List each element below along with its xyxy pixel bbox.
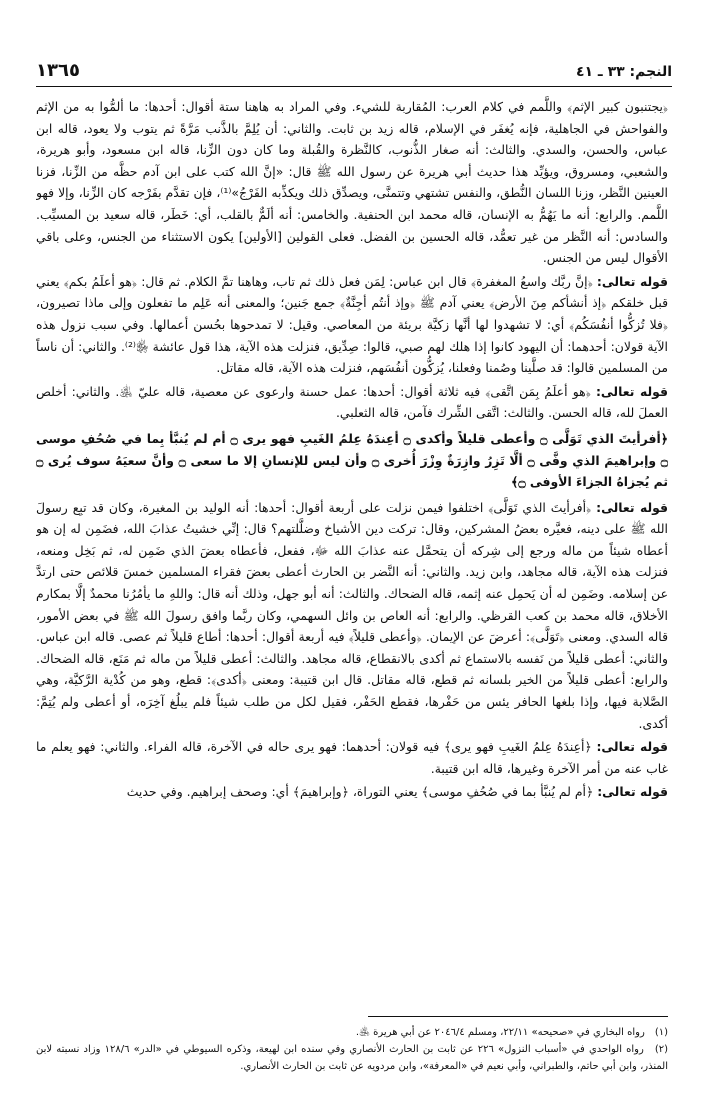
paragraph-lead: قوله تعالى: (596, 739, 668, 755)
page-number: ١٣٦٥ (36, 60, 80, 81)
paragraph-text: ﴿أعِندَهُ عِلمُ الغَيبِ فهو يرى﴾ فيه قولان: أحدهما: فهو يرى حاله في الآخرة، قاله الفراء. والثاني: فهو يعلم ما غاب عنه من أمر الآخرة وغيرها، قاله ابن قتيبة. (36, 739, 668, 776)
paragraph-text: ﴿إنَّ ربَّك واسعُ المغفرة﴾ قال ابن عباس: لِمَن فعل ذلك ثم تاب، وهاهنا تمَّ الكلام. ثم قال: ﴿هو أعلَمُ بكم﴾ يعني قبل خلقكم ﴿إذ أنشأكم مِنَ الأرض﴾ يعني آدم ﷺ ﴿وإذ أنتُم أجِنَّةٌ﴾ جمع جَنين؛ والمعنى أنه عَلِم ما تفعلون وإلى ماذا تصيرون، ﴿فلا تُزكُّوا أنفُسَكُم﴾ أي: لا تشهدوا لها أنَّها زكيَّة بريئة من المعاصي. وقيل: لا تمدحوها بحُسن أعمالها. وفي سبب نزول هذه الآية قولان: أحدهما: أن اليهود كانوا إذا هلك لهم صبي، قالوا: صِدِّيق، فنزلت هذه الآية، هذا قول عائشة ﵂⁽²⁾. والثاني: أن ناساً من المسلمين قالوا: قد صلَّينا وصُمنا وفعلنا، يُزكُّون أنفُسَهم، فنزلت هذه الآية، قاله مقاتل. (36, 273, 668, 376)
footnotes (36, 1024, 668, 1075)
paragraph (36, 271, 668, 379)
footnote-rule (368, 1016, 668, 1017)
running-header (36, 58, 672, 88)
paragraph-lead: قوله تعالى: (596, 273, 668, 289)
surah-title: النجم: ٣٣ ـ ٤١ (575, 64, 672, 80)
main-text (36, 96, 668, 1012)
paragraph-text: ﴿أم لم يُنبَّأ بما في صُحُفِ موسى﴾ يعني التوراة، ﴿وإبراهيمَ﴾ أي: وصحف إبراهيم. وفي حديث (126, 784, 594, 800)
quran-verses: ﴿أفرأيتَ الذي تَوَلَّى ۝ وأعطى قليلاً وأكدى ۝ أعِندَهُ عِلمُ الغَيبِ فهو يرى ۝ أم لم يُنبَّأ بِما في صُحُفِ موسى ۝ وإبراهيمَ الذي وفَّى ۝ ألَّا تَزِرُ وازِرَةٌ وِزْرَ أُخرى ۝ وأن ليس للإنسانِ إلا ما سعى ۝ وأنَّ سعيَهُ سوف يُرى ۝ ثم يُجزاهُ الجزاءَ الأوفى ۝﴾ (36, 430, 668, 490)
paragraph (36, 381, 668, 424)
paragraph (36, 497, 668, 735)
paragraph-lead: قوله تعالى: (595, 383, 668, 399)
paragraph-text: ﴿هو أعلَمُ بِمَن اتَّقى﴾ فيه ثلاثة أقوال: أحدها: عمل حسنة وارعوى عن معصية، قاله عليّ ﵁. والثاني: أخلص العملَ لله، قاله الحسن. والثالث: اتَّقى الشِّرك فآمن، قاله الثعلبي. (36, 383, 668, 421)
footnote-text: رواه الواحدي في «أسباب النزول» ٢٢٦ عن ثابت بن الحارث الأنصاري وفي سنده ابن لهيعة، وذكره السيوطي في «الدر» ١٢٨/٦ وزاد نسبته لابن المنذر، وابن أبي حاتم، والطبراني، وأبي نعيم في «المعرفة»، وابن مردويه عن ثابت بن الحارث الأنصاري. (36, 1044, 668, 1072)
paragraph-lead: قوله تعالى: (597, 784, 668, 800)
paragraph-lead: قوله تعالى: (596, 499, 668, 515)
footnote (36, 1024, 668, 1041)
footnote-text: رواه البخاري في «صحيحه» ٢٢/١١، ومسلم ٢٠٤٦/٤ عن أبي هريرة ﵁. (355, 1027, 645, 1038)
footnote-number: (١) (654, 1027, 668, 1038)
header-rule (36, 86, 672, 87)
paragraph-text: ﴿أفرأيتَ الذي تَوَلَّى﴾ اختلفوا فيمن نزلت على أربعة أقوال: أحدها: أنه الوليد بن المغيرة، وكان قد تبِع رسولَ الله ﷺ على دينه، فعيَّره بعضُ المشركين، وقال: تركت دين الأشياخ وضلَّلتهم؟ قال: إنِّي خشيتُ عذابَ الله، فضَمِن له إن هو أعطاه شيئاً من ماله ورجع إلى شِركه أن يتحمَّل عنه عذابَ الله ﷻ، ففعل، فأعطاه بعضَ الذي ضَمِن له، ثم بَخِل ومنعه، فنزلت هذه الآية، قاله مجاهد، وابن زيد. والثاني: أنه النَّضر بن الحارث أعطى بعضَ فقراء المسلمين خمسَ قلائص حتى ارتدَّ عن إسلامه. وضَمِن له أن يَحمِل عنه إثمه، قاله الضحاك. والثالث: أنه أبو جهل، وذلك أنه قال: واللهِ ما يأمُرُنا محمدٌ إلَّا بمكارم الأخلاق، قاله محمد بن كعب القرظي. والرابع: أنه العاص بن وائل السهمي، وكان ربَّما وافق رسولَ الله ﷺ في بعض الأمور، قاله السدي. ومعنى ﴿تَوَلَّى﴾: أعرضَ عن الإيمان. ﴿وأعطى قليلاً﴾ فيه أربعة أقوال: أحدها: أطاع قليلاً ثم عصى. قاله ابن عباس. والثاني: أعطى قليلاً من نَفسه بالاستماع ثم أكدى بالانقطاع، قاله مجاهد. والثالث: أعطى قليلاً من ماله ثم مَنَع، قاله الضحاك. والرابع: أعطى قليلاً من الخير بلسانه ثم قطع، قاله مقاتل. قال ابن قتيبة: ومعنى ﴿أكدى﴾: قطع، وهو من كُدْية الرَّكيَّة، وهي الصَّلابة فيها، وإذا بلغها الحافر يئس من حَفْرها، فقطع الحَفْر، فقيل لكل من طلب شيئاً فلم يبلُغ آخِرَه، أو أعطى ولم يُتِمَّ: أكدى. (36, 499, 668, 731)
paragraph (36, 781, 668, 803)
paragraph-text: ﴿يجتنبون كبير الإثم﴾ واللَّمم في كلام العرب: المُقاربة للشيء. وفي المراد به هاهنا ستة أقوال: أحدها: ما ألمُّوا به من الإثم والفواحش في الجاهلية، فإنه يُغفَر في الإسلام، قاله زيد بن ثابت. والثاني: أن يُلِمَّ بالذَّنب مَرَّةً ثم يتوب ولا يعود، قاله ابن عباس، والحسن، والسدي. والثالث: أنه صغار الذُّنوب، كالنَّظرة والقُبلة وما كان دون الزِّنا، قاله ابن مسعود، وأبو هريرة، والشعبي، ومسروق، ويؤيِّد هذا حديث أبي هريرة عن رسول الله ﷺ قال: «إنَّ الله كتب على ابن آدم حظَّه من الزِّنا، فزنا العينين النَّظر، وزنا اللسان النُّطق، والنفس تشتهي وتتمنَّى، ويصدِّق ذلك ويكذِّبه الفَرْجُ»⁽¹⁾، فإن تقدَّم بفَرْجه كان الزِّنا، وإلا فهو اللَّمم. والرابع: أنه ما يَهُمُّ به الإنسان، قاله محمد ابن الحنفية. والخامس: أنه ألَمٌّ بالقلب، أي: خَطَر، قاله سعيد بن المسيِّب. والسادس: أنه النَّظر من غير تعمُّد، قاله الحسين بن الفضل. فعلى القولين [الأولين] يكون الاستثناء من الجنس، وعلى باقي الأقوال ليس من الجنس. (36, 99, 668, 266)
paragraph (36, 736, 668, 779)
quran-verses-block (36, 428, 668, 493)
paragraph (36, 96, 668, 269)
footnote (36, 1041, 668, 1075)
footnote-number: (٢) (654, 1044, 668, 1055)
